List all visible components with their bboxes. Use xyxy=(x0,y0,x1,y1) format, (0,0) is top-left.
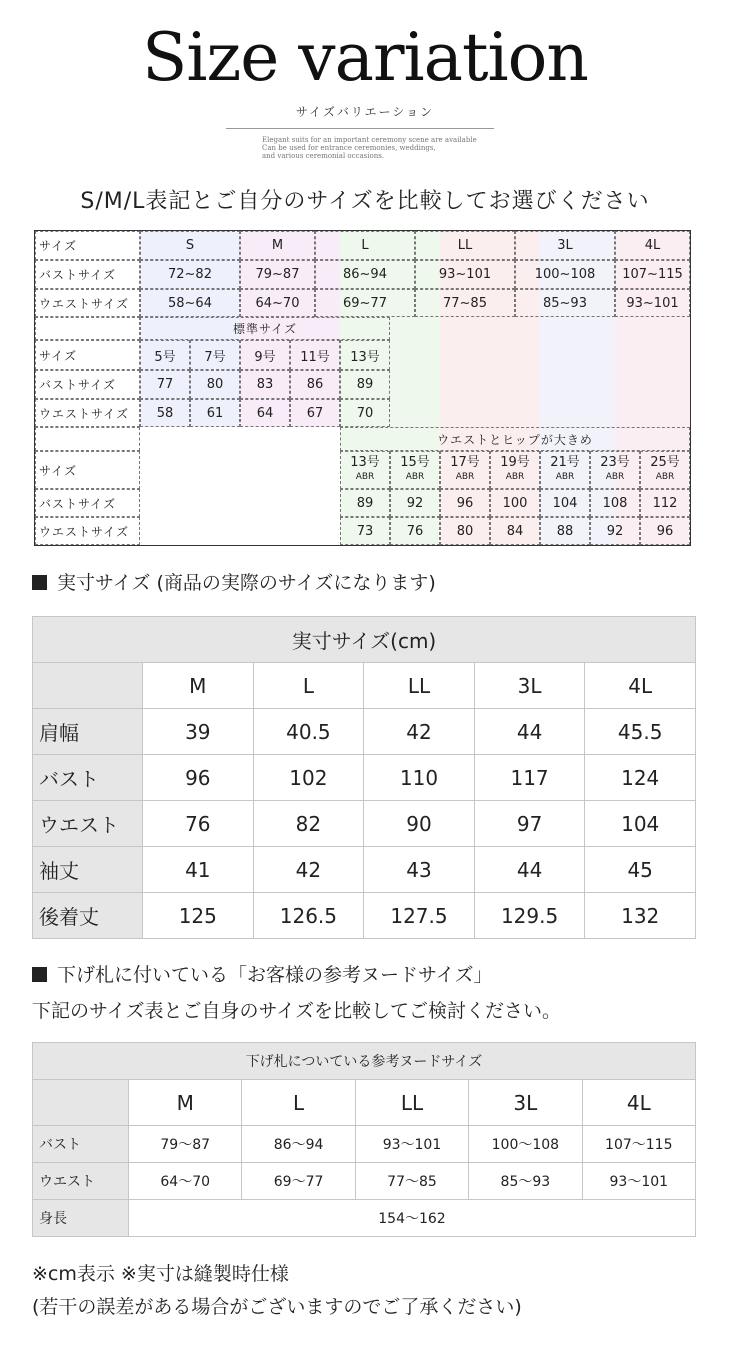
value-cell: 39 xyxy=(143,709,254,755)
waist-cell: 85~93 xyxy=(515,289,615,317)
waist-cell: 67 xyxy=(290,399,340,427)
value-cell: 76 xyxy=(143,801,254,847)
abr-size xyxy=(490,451,540,489)
row-label: バスト xyxy=(33,755,143,801)
standard-size: 5号 xyxy=(140,340,190,370)
bust-cell: 86~94 xyxy=(315,260,415,289)
nude-heading xyxy=(32,960,492,987)
size-comparison-chart xyxy=(34,230,691,546)
standard-size: 13号 xyxy=(340,340,390,370)
square-bullet-icon xyxy=(32,967,47,982)
waist-cell: 92 xyxy=(590,517,640,545)
bust-cell: 100~108 xyxy=(515,260,615,289)
size-header: 3L xyxy=(474,663,585,709)
value-cell: 132 xyxy=(585,893,696,939)
compare-heading: S/M/L表記とご自分のサイズを比較してお選びください xyxy=(80,189,650,214)
row-label: ウエスト xyxy=(33,1163,129,1200)
bust-cell: 104 xyxy=(540,489,590,517)
size-header: L xyxy=(242,1080,355,1126)
value-cell: 85～93 xyxy=(469,1163,582,1200)
abr-sub-label: ABR xyxy=(405,472,425,482)
table-row xyxy=(33,755,696,801)
value-cell: 45 xyxy=(585,847,696,893)
value-cell: 107～115 xyxy=(582,1126,695,1163)
measured-size-table xyxy=(32,616,696,939)
empty-cell xyxy=(33,663,143,709)
size-header: 4L xyxy=(582,1080,695,1126)
table-row xyxy=(33,1163,696,1200)
nude-subheading: 下記のサイズ表とご自身のサイズを比較してご検討ください。 xyxy=(32,1000,561,1022)
abr-sub-label: ABR xyxy=(605,472,625,482)
waist-cell: 93~101 xyxy=(615,289,690,317)
row-label: 身長 xyxy=(33,1200,129,1237)
abr-sub-label: ABR xyxy=(355,472,375,482)
height-value: 154～162 xyxy=(129,1200,696,1237)
empty-cell xyxy=(35,317,140,340)
value-cell: 100～108 xyxy=(469,1126,582,1163)
value-cell: 77～85 xyxy=(355,1163,468,1200)
page-subtitle: サイズバリエーション xyxy=(295,105,435,119)
waist-cell: 58 xyxy=(140,399,190,427)
value-cell: 124 xyxy=(585,755,696,801)
blank-area xyxy=(140,427,340,545)
row-label: サイズ xyxy=(35,231,140,260)
abr-size-header: ウエストとヒップが大きめ xyxy=(340,427,690,451)
bust-cell: 112 xyxy=(640,489,690,517)
abr-sub-label: ABR xyxy=(505,472,525,482)
size-header: LL xyxy=(415,231,515,260)
table-row xyxy=(33,801,696,847)
value-cell: 126.5 xyxy=(253,893,364,939)
abr-size xyxy=(390,451,440,489)
value-cell: 127.5 xyxy=(364,893,475,939)
waist-cell: 84 xyxy=(490,517,540,545)
row-label: ウエスト xyxy=(33,801,143,847)
abr-size-number: 15号 xyxy=(400,455,430,470)
size-header: L xyxy=(315,231,415,260)
abr-size xyxy=(540,451,590,489)
size-header: 4L xyxy=(585,663,696,709)
bust-cell: 89 xyxy=(340,489,390,517)
row-label: サイズ xyxy=(35,340,140,370)
measure-heading xyxy=(32,568,436,595)
row-label: バストサイズ xyxy=(35,489,140,517)
bust-cell: 96 xyxy=(440,489,490,517)
table-row xyxy=(33,1126,696,1163)
waist-cell: 64~70 xyxy=(240,289,315,317)
abr-size-number: 13号 xyxy=(350,455,380,470)
size-header: L xyxy=(253,663,364,709)
waist-cell: 77~85 xyxy=(415,289,515,317)
row-label: バスト xyxy=(33,1126,129,1163)
abr-size xyxy=(640,451,690,489)
bust-cell: 92 xyxy=(390,489,440,517)
page-title: Size variation xyxy=(142,19,588,96)
value-cell: 43 xyxy=(364,847,475,893)
size-header: 3L xyxy=(515,231,615,260)
bust-cell: 93~101 xyxy=(415,260,515,289)
hero-note-line: Elegant suits for an important ceremony scene are available xyxy=(262,136,477,144)
standard-size: 11号 xyxy=(290,340,340,370)
waist-cell: 80 xyxy=(440,517,490,545)
table-row xyxy=(33,893,696,939)
abr-size-number: 17号 xyxy=(450,455,480,470)
table-title: 実寸サイズ(cm) xyxy=(33,617,696,663)
abr-size xyxy=(590,451,640,489)
size-header: LL xyxy=(364,663,475,709)
value-cell: 86～94 xyxy=(242,1126,355,1163)
size-header: S xyxy=(140,231,240,260)
value-cell: 64～70 xyxy=(129,1163,242,1200)
row-label: ウエストサイズ xyxy=(35,289,140,317)
size-header: 4L xyxy=(615,231,690,260)
nude-heading-text: 下げ札に付いている「お客様の参考ヌードサイズ」 xyxy=(57,964,493,986)
measure-heading-text: 実寸サイズ (商品の実際のサイズになります) xyxy=(57,572,436,594)
table-row xyxy=(33,847,696,893)
value-cell: 42 xyxy=(253,847,364,893)
size-header: M xyxy=(143,663,254,709)
value-cell: 44 xyxy=(474,709,585,755)
row-label: 後着丈 xyxy=(33,893,143,939)
size-header: LL xyxy=(355,1080,468,1126)
size-header: M xyxy=(240,231,315,260)
empty-cell xyxy=(35,427,140,451)
table-title: 下げ札についている参考ヌードサイズ xyxy=(33,1043,696,1080)
row-label: 肩幅 xyxy=(33,709,143,755)
row-label: サイズ xyxy=(35,451,140,489)
standard-size: 7号 xyxy=(190,340,240,370)
abr-size-number: 21号 xyxy=(550,455,580,470)
value-cell: 125 xyxy=(143,893,254,939)
value-cell: 79～87 xyxy=(129,1126,242,1163)
value-cell: 102 xyxy=(253,755,364,801)
bust-cell: 89 xyxy=(340,370,390,399)
value-cell: 104 xyxy=(585,801,696,847)
abr-size-number: 25号 xyxy=(650,455,680,470)
bust-cell: 79~87 xyxy=(240,260,315,289)
table-row xyxy=(33,1200,696,1237)
value-cell: 93～101 xyxy=(355,1126,468,1163)
waist-cell: 64 xyxy=(240,399,290,427)
value-cell: 97 xyxy=(474,801,585,847)
row-label: ウエストサイズ xyxy=(35,399,140,427)
value-cell: 93～101 xyxy=(582,1163,695,1200)
size-header: 3L xyxy=(469,1080,582,1126)
bust-cell: 100 xyxy=(490,489,540,517)
hero-note xyxy=(262,136,477,160)
waist-cell: 76 xyxy=(390,517,440,545)
bust-cell: 83 xyxy=(240,370,290,399)
bust-cell: 80 xyxy=(190,370,240,399)
abr-size xyxy=(340,451,390,489)
size-header: M xyxy=(129,1080,242,1126)
value-cell: 69～77 xyxy=(242,1163,355,1200)
waist-cell: 96 xyxy=(640,517,690,545)
abr-size-number: 23号 xyxy=(600,455,630,470)
waist-cell: 70 xyxy=(340,399,390,427)
standard-size-header: 標準サイズ xyxy=(140,317,390,340)
bust-cell: 107~115 xyxy=(615,260,690,289)
hero-note-line: and various ceremonial occasions. xyxy=(262,152,385,160)
waist-cell: 61 xyxy=(190,399,240,427)
value-cell: 40.5 xyxy=(253,709,364,755)
value-cell: 82 xyxy=(253,801,364,847)
footer-note: ※cm表示 ※実寸は縫製時仕様 xyxy=(32,1263,289,1285)
waist-cell: 73 xyxy=(340,517,390,545)
standard-size: 9号 xyxy=(240,340,290,370)
square-bullet-icon xyxy=(32,575,47,590)
value-cell: 129.5 xyxy=(474,893,585,939)
waist-cell: 58~64 xyxy=(140,289,240,317)
waist-cell: 88 xyxy=(540,517,590,545)
bust-cell: 86 xyxy=(290,370,340,399)
row-label: 袖丈 xyxy=(33,847,143,893)
waist-cell: 69~77 xyxy=(315,289,415,317)
row-label: ウエストサイズ xyxy=(35,517,140,545)
value-cell: 41 xyxy=(143,847,254,893)
bust-cell: 77 xyxy=(140,370,190,399)
abr-sub-label: ABR xyxy=(555,472,575,482)
abr-sub-label: ABR xyxy=(455,472,475,482)
empty-cell xyxy=(33,1080,129,1126)
value-cell: 44 xyxy=(474,847,585,893)
value-cell: 42 xyxy=(364,709,475,755)
table-row xyxy=(33,709,696,755)
value-cell: 96 xyxy=(143,755,254,801)
footer-disclaimer: (若干の誤差がある場合がございますのでご了承ください) xyxy=(32,1296,522,1318)
row-label: バストサイズ xyxy=(35,370,140,399)
row-label: バストサイズ xyxy=(35,260,140,289)
abr-sub-label: ABR xyxy=(655,472,675,482)
nude-size-table xyxy=(32,1042,696,1237)
value-cell: 117 xyxy=(474,755,585,801)
abr-size-number: 19号 xyxy=(500,455,530,470)
bust-cell: 72~82 xyxy=(140,260,240,289)
title-divider xyxy=(226,128,494,129)
abr-size xyxy=(440,451,490,489)
value-cell: 110 xyxy=(364,755,475,801)
value-cell: 45.5 xyxy=(585,709,696,755)
bust-cell: 108 xyxy=(590,489,640,517)
hero-note-line: Can be used for entrance ceremonies, weddings, xyxy=(262,144,436,152)
value-cell: 90 xyxy=(364,801,475,847)
